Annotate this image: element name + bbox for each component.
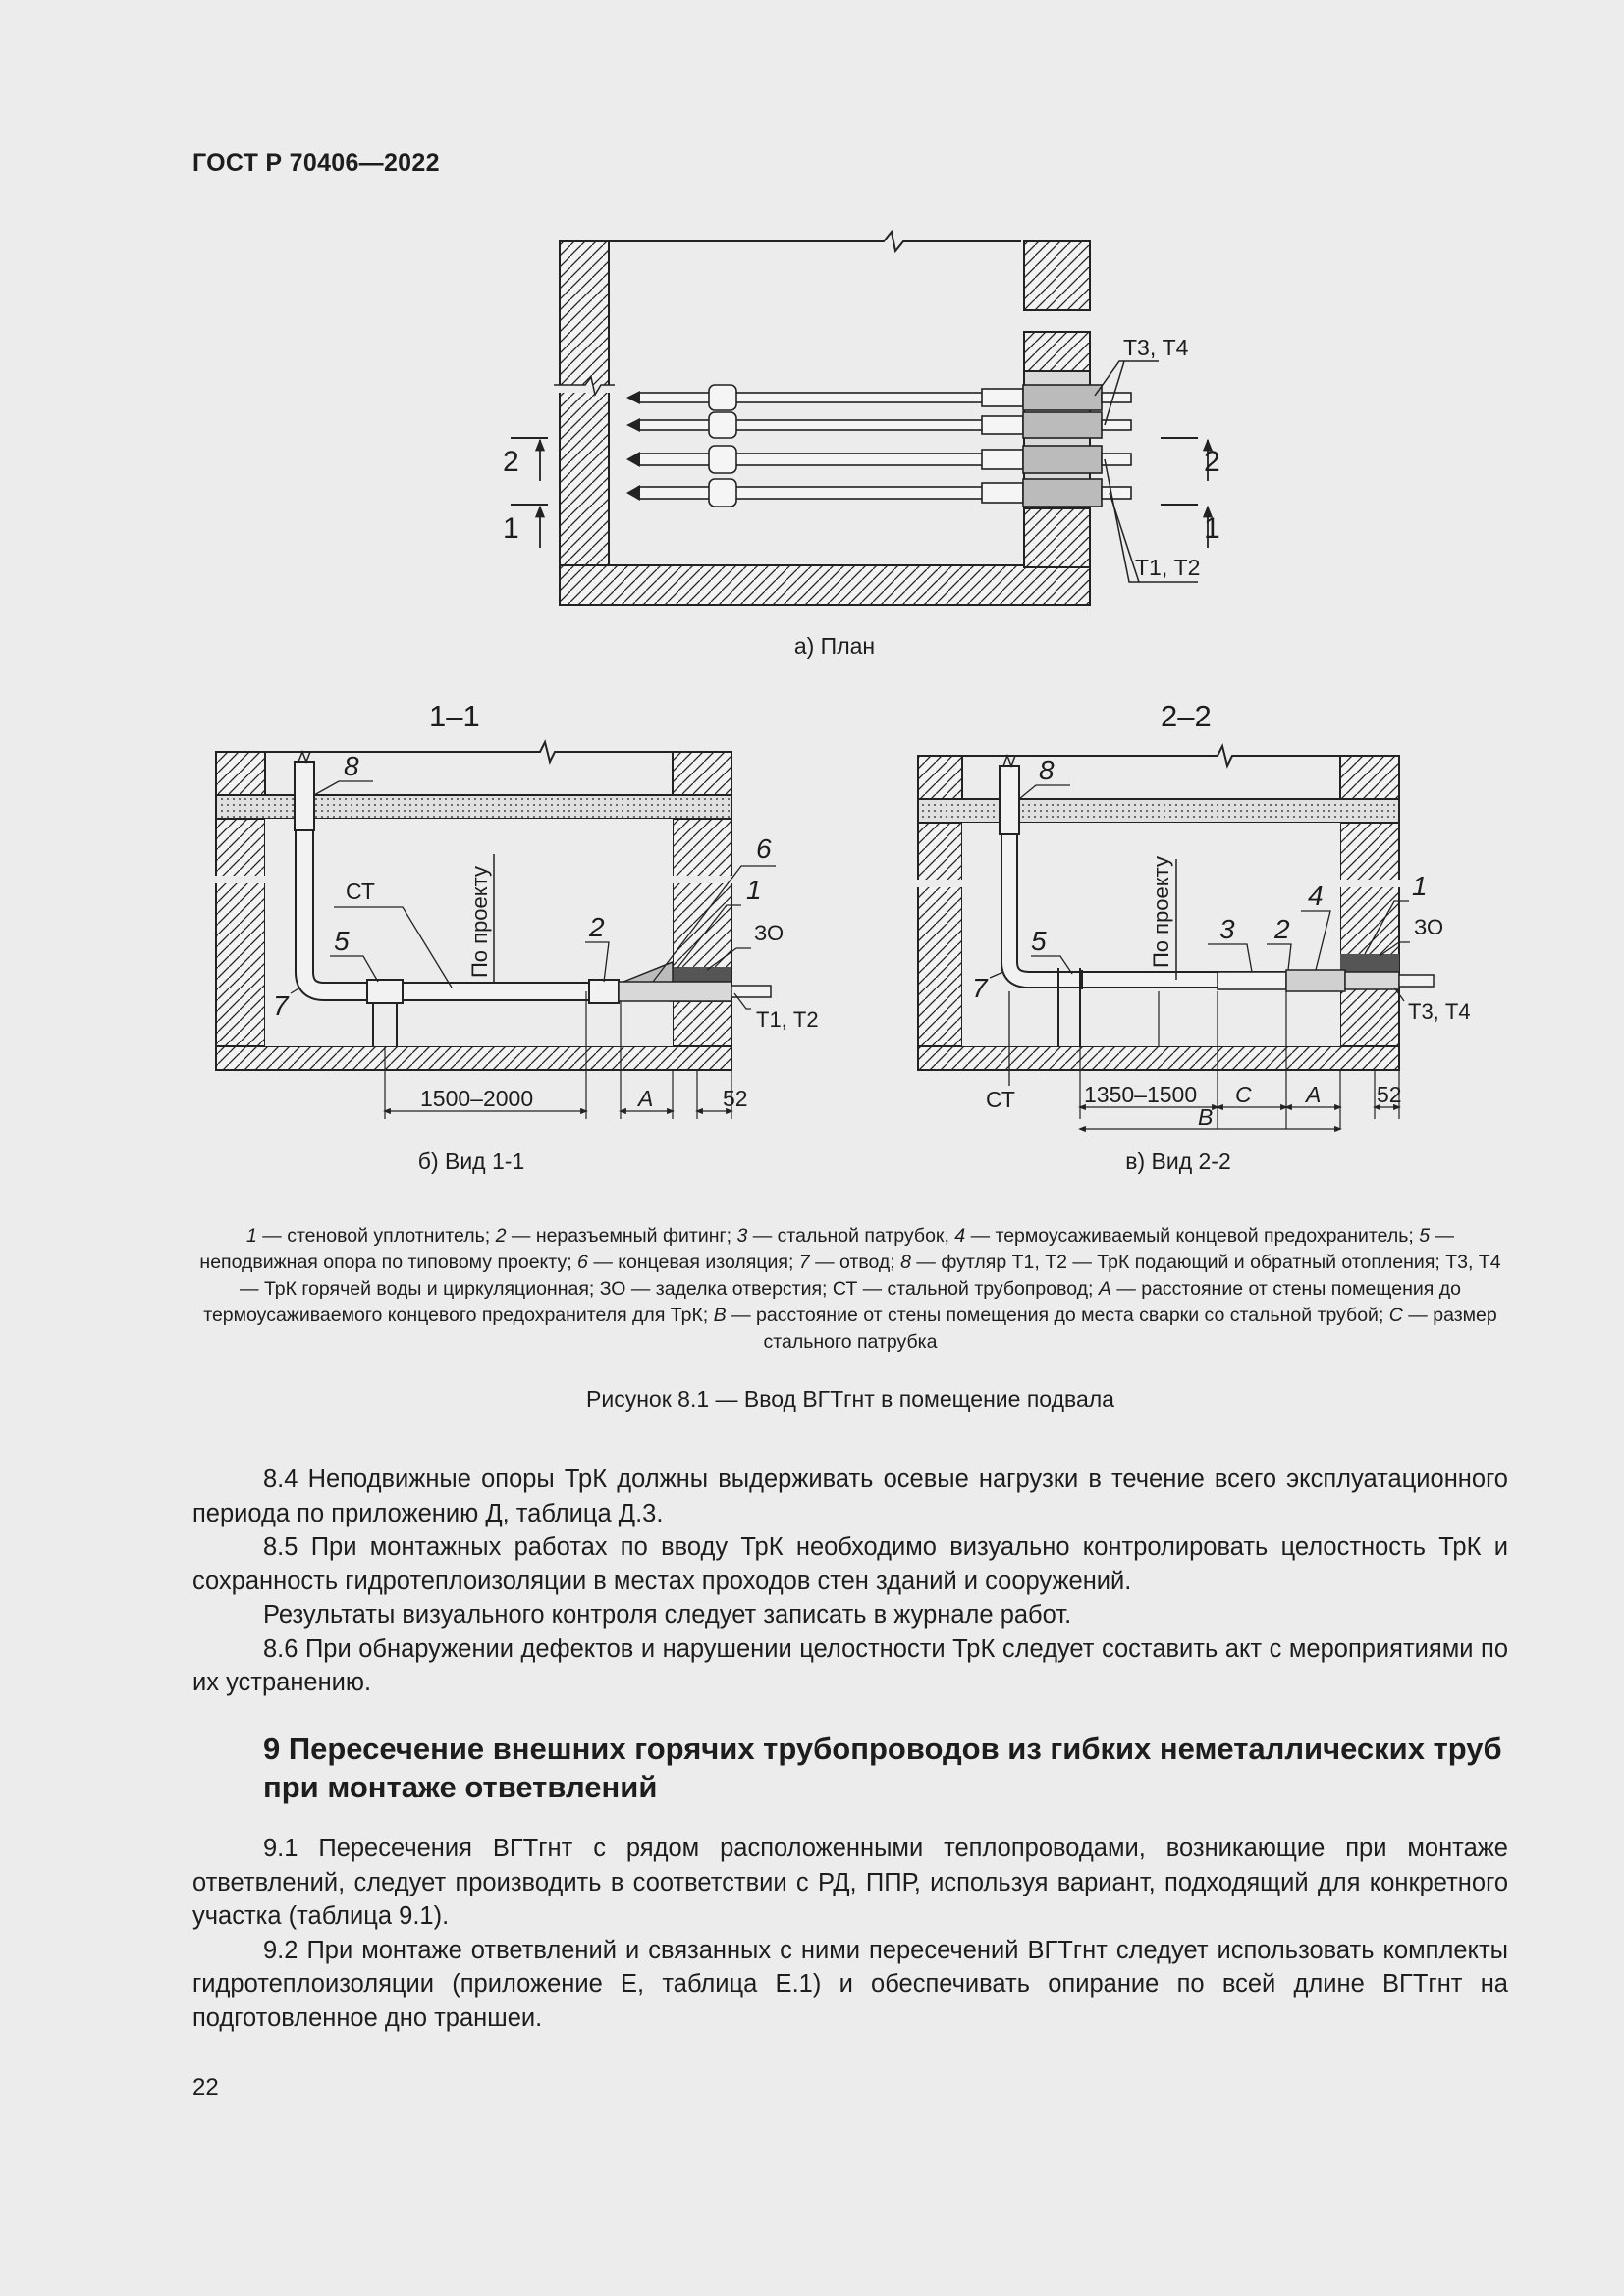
paragraph-8-5: 8.5 При монтажных работах по вводу ТрК необходимо визуально контролировать целостность ТрК и сохранность гидротеплоизоляции в местах проходов стен зданий и сооружений. [192,1533,1508,1595]
plan-section-2-right: 2 [1204,446,1220,478]
paragraph-9-1: 9.1 Пересечения ВГТгнт с рядом расположенными теплопроводами, возникающие при монтаже ответвлений, следует производить в соответствии с РД, ППР, используя вариант, подходящий для конкретного участка (таблица 9.1). [192,1835,1508,1930]
view11-zo-label: ЗО [754,921,785,945]
section-9-text [192,1832,1508,2035]
legend-item: 8 — футляр Т1, Т2 — ТрК подающий и обратный отопления; Т3, Т4 — ТрК горячей воды и циркуляционная; ЗО — заделка отверстия; СТ — стальной трубопровод; [240,1252,1501,1300]
view22-t3t4-label: Т3, Т4 [1408,999,1471,1024]
view22-label-7: 7 [972,973,988,1003]
view22-label-5: 5 [1031,926,1047,956]
legend-item: 7 — отвод; [798,1252,901,1273]
legend-item: 5 — неподвижная опора по типовому проекту; [199,1225,1454,1273]
view11-t1t2-label: Т1, Т2 [756,1007,819,1032]
legend-item: 1 — стеновой уплотнитель; [246,1225,496,1247]
view22-st-label: СТ [986,1087,1015,1112]
paragraph-8-5-cont: Результаты визуального контроля следует записать в журнале работ. [263,1601,1072,1629]
view22-proekt-label: По проекту [1149,856,1173,968]
view-2-2-figure [903,697,1473,1158]
view22-caption: в) Вид 2-2 [1125,1148,1231,1174]
view11-dim-52: 52 [723,1086,748,1111]
view22-label-2: 2 [1274,914,1290,944]
paragraph-8-6: 8.6 При обнаружении дефектов и нарушении целостности ТрК следует составить акт с мероприятиями по их устранению. [192,1634,1508,1696]
view11-label-1: 1 [746,875,762,905]
view22-label-3: 3 [1219,914,1235,944]
view11-label-8: 8 [344,751,359,781]
legend-item: С — размер стального патрубка [763,1305,1497,1353]
legend-item: А — расстояние от стены помещения до термоусаживаемого концевого предохранителя для ТрК; [203,1278,1461,1326]
section-8-text [192,1463,1508,1700]
plan-section-1-right: 1 [1204,512,1220,545]
plan-label-t1t2: Т1, Т2 [1135,555,1201,580]
legend-item: 3 — стальной патрубок, [736,1225,955,1247]
view22-dim-b: В [1198,1104,1214,1130]
view11-label-5: 5 [334,926,350,956]
view22-dim-main: 1350–1500 [1084,1082,1198,1107]
legend-item: 4 — термоусаживаемый концевой предохранитель; [954,1225,1420,1247]
document-header: ГОСТ Р 70406—2022 [192,149,440,177]
view11-title: 1–1 [429,699,480,733]
view22-label-4: 4 [1308,881,1324,911]
plan-section-1-left: 1 [503,512,519,545]
view22-title: 2–2 [1161,699,1212,733]
view11-proekt-label: По проекту [467,866,492,978]
legend-item: 2 — неразъемный фитинг; [495,1225,737,1247]
view11-label-2: 2 [589,912,605,942]
plan-section-2-left: 2 [503,446,519,478]
view11-st-label: СТ [346,879,375,904]
view22-dim-c: С [1235,1082,1252,1107]
view22-label-8: 8 [1039,755,1055,785]
view11-caption: б) Вид 1-1 [417,1148,525,1174]
legend-item: В — расстояние от стены помещения до места сварки со стальной трубой; [713,1305,1389,1326]
paragraph-9-2: 9.2 При монтаже ответвлений и связанных с ними пересечений ВГТгнт следует использовать комплекты гидротеплоизоляции (приложение Е, таблица Е.1) и обеспечивать опирание по всей длине ВГТгнт на подготовленное дно траншеи. [192,1936,1508,2032]
figure-legend [192,1223,1508,1356]
view11-label-6: 6 [756,833,772,864]
paragraph-8-4: 8.4 Неподвижные опоры ТрК должны выдерживать осевые нагрузки в течение всего эксплуатационного периода по приложению Д, таблица Д.3. [192,1466,1508,1527]
view22-zo-label: ЗО [1414,915,1444,939]
legend-item: 6 — концевая изоляция; [577,1252,799,1273]
view22-dim-52: 52 [1377,1082,1402,1107]
page-number: 22 [192,2074,219,2101]
view11-dim-a: А [638,1086,654,1111]
section-9-heading: 9 Пересечение внешних горячих трубопроводов из гибких неметаллических труб при монтаже ответвлений [263,1732,1502,1804]
view11-dim-main: 1500–2000 [420,1086,534,1111]
view11-label-7: 7 [273,990,289,1021]
plan-view-figure [452,224,1237,636]
plan-label-t3t4: Т3, Т4 [1123,335,1189,360]
figure-title: Рисунок 8.1 — Ввод ВГТгнт в помещение подвала [586,1386,1114,1412]
view22-dim-a: А [1306,1082,1322,1107]
view-1-1-figure [196,697,864,1158]
view22-label-1: 1 [1412,871,1428,901]
plan-caption: а) План [793,633,876,659]
